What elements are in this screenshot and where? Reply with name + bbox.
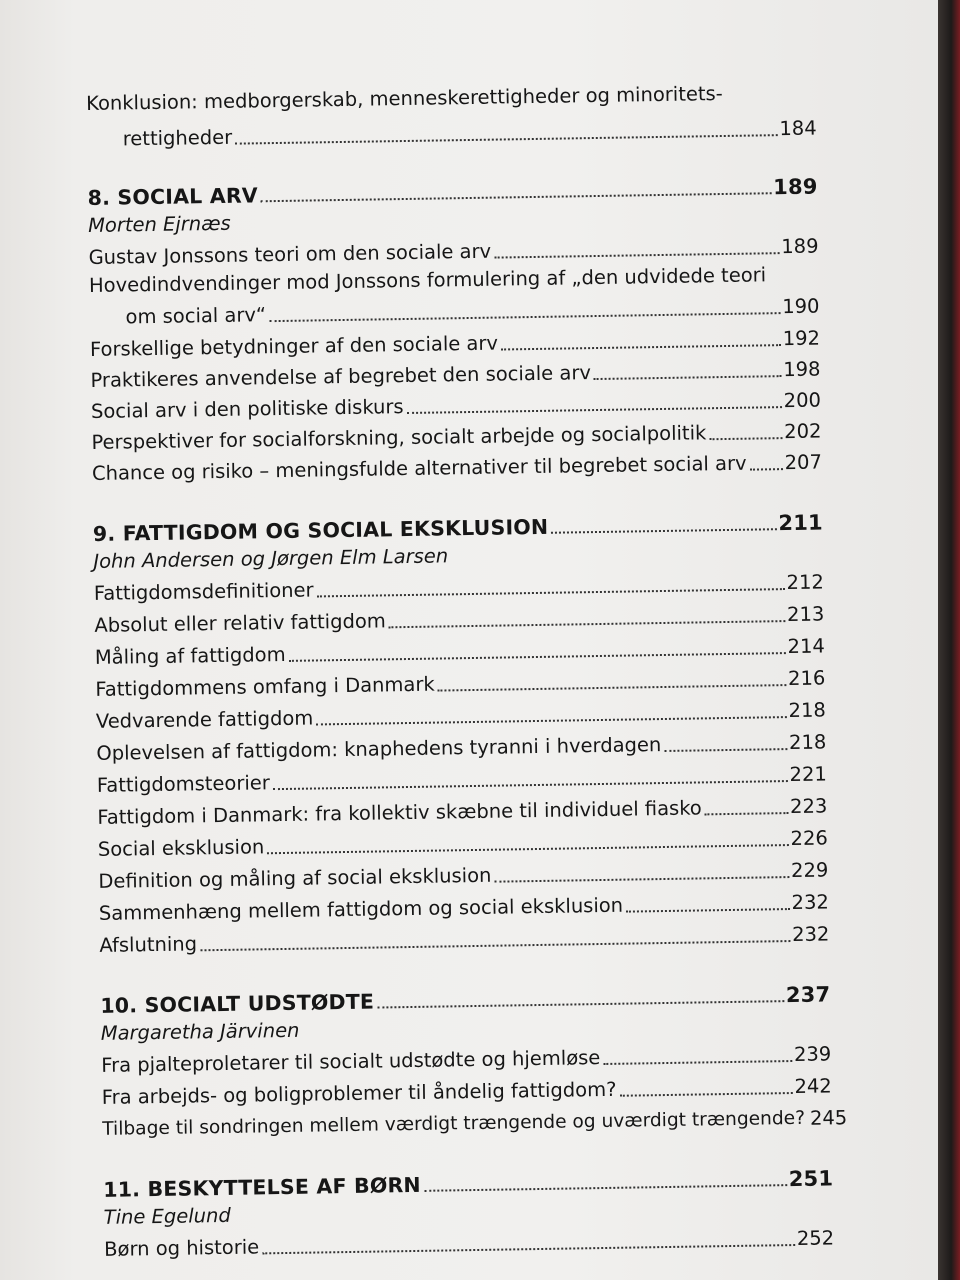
dot-leader bbox=[438, 683, 786, 691]
toc-page-number: 212 bbox=[786, 570, 824, 595]
toc-entry-title: Absolut eller relativ fattigdom bbox=[94, 609, 386, 637]
chapter-page-number: 189 bbox=[772, 174, 818, 200]
toc-page-number: 213 bbox=[786, 602, 825, 627]
dot-leader bbox=[261, 191, 771, 202]
toc-page-number: 221 bbox=[789, 762, 827, 787]
toc-entry-title: Oplevelsen af fattigdom: knaphedens tyranni i hverdagen bbox=[96, 733, 662, 765]
toc-page-number: 218 bbox=[788, 730, 827, 755]
toc-page-number: 232 bbox=[791, 922, 830, 947]
chapter-title: 11. BESKYTTELSE AF BØRN bbox=[103, 1172, 421, 1202]
toc-entry-title: Forskellige betydninger af den sociale arv bbox=[89, 331, 499, 361]
dot-leader bbox=[551, 527, 776, 534]
chapter-author: Tine Egelund bbox=[103, 1203, 231, 1229]
toc-entry-line: Hovedindvendinger mod Jonssons formulering af „den udvidede teori bbox=[88, 263, 767, 297]
toc-page-number: 242 bbox=[794, 1074, 832, 1098]
dot-leader bbox=[705, 811, 788, 815]
toc-entry-title: Social eksklusion bbox=[97, 835, 265, 861]
chapter-heading bbox=[93, 504, 823, 545]
dot-leader bbox=[424, 1183, 787, 1192]
dot-leader bbox=[603, 1059, 792, 1065]
toc-page-number: 200 bbox=[783, 388, 822, 413]
toc-page-number: 214 bbox=[787, 634, 825, 659]
toc-page-number: 239 bbox=[793, 1042, 832, 1066]
dot-leader bbox=[494, 875, 789, 883]
chapter-author: John Andersen og Jørgen Elm Larsen bbox=[93, 544, 449, 573]
toc-entry-title: Fra arbejds- og boligproblemer til åndelig fattigdom? bbox=[101, 1077, 617, 1109]
dot-leader bbox=[200, 939, 790, 951]
chapter-author: Morten Ejrnæs bbox=[87, 211, 231, 237]
dot-leader bbox=[377, 999, 784, 1008]
dot-leader bbox=[262, 1243, 795, 1254]
toc-entry-title: Chance og risiko – meningsfulde alternativer til begrebet social arv bbox=[91, 451, 747, 485]
dot-leader bbox=[289, 651, 786, 662]
toc-entry-title: Vedvarende fattigdom bbox=[95, 706, 314, 733]
dot-leader bbox=[664, 747, 787, 752]
dot-leader bbox=[626, 907, 790, 913]
toc-page-number: 190 bbox=[782, 294, 820, 319]
toc-page-number: 223 bbox=[789, 794, 828, 819]
toc-page-number: 252 bbox=[796, 1226, 835, 1250]
toc-entry-title: Afslutning bbox=[99, 932, 198, 957]
toc-entry-line: Konklusion: medborgerskab, menneskerettigheder og minoritets- bbox=[86, 82, 723, 115]
toc-entry-title: Definition og måling af social eksklusion bbox=[98, 863, 492, 893]
chapter-title: 9. FATTIGDOM OG SOCIAL EKSKLUSION bbox=[92, 514, 549, 546]
toc-page-number: 189 bbox=[781, 234, 819, 259]
toc-entry bbox=[86, 111, 816, 152]
book-edge bbox=[938, 0, 960, 1280]
toc-page-number: 202 bbox=[784, 419, 822, 444]
dot-leader bbox=[494, 251, 779, 258]
toc-page-number: 226 bbox=[790, 826, 828, 851]
table-of-contents bbox=[86, 81, 848, 1261]
toc-page-number: 216 bbox=[787, 666, 826, 691]
chapter-heading bbox=[103, 1160, 833, 1201]
toc-entry-title: Måling af fattigdom bbox=[94, 642, 286, 669]
dot-leader bbox=[316, 715, 786, 725]
toc-entry-title: om social arv“ bbox=[125, 303, 267, 329]
toc-page-number: 232 bbox=[791, 890, 829, 915]
toc-page-number: 229 bbox=[790, 858, 829, 883]
dot-leader bbox=[407, 405, 782, 414]
toc-page-number: 207 bbox=[784, 450, 823, 475]
dot-leader bbox=[620, 1091, 793, 1097]
chapter-title: 8. SOCIAL ARV bbox=[87, 183, 259, 210]
toc-entry-title: Fattigdommens omfang i Danmark bbox=[95, 672, 435, 701]
chapter-page-number: 251 bbox=[788, 1166, 834, 1192]
dot-leader bbox=[389, 619, 785, 628]
chapter-title: 10. SOCIALT UDSTØDTE bbox=[100, 989, 375, 1018]
toc-entry-title: Praktikeres anvendelse af begrebet den sociale arv bbox=[90, 361, 592, 392]
dot-leader bbox=[750, 467, 783, 471]
toc-entry-title: Fattigdomsteorier bbox=[96, 771, 271, 797]
toc-entry-title: Børn og historie bbox=[104, 1235, 260, 1261]
toc-entry-title: Perspektiver for socialforskning, socialt arbejde og socialpolitik bbox=[91, 421, 707, 454]
toc-page-number: 218 bbox=[788, 698, 826, 723]
dot-leader bbox=[269, 311, 780, 322]
toc-entry-title: Fra pjalteproletarer til socialt udstødte og hjemløse bbox=[101, 1046, 601, 1077]
toc-page-number: 184 bbox=[779, 116, 817, 141]
toc-entry-title: Social arv i den politiske diskurs bbox=[90, 395, 404, 423]
toc-page-number: 192 bbox=[782, 326, 821, 351]
toc-entry-title: Fattigdomsdefinitioner bbox=[93, 578, 314, 605]
toc-entry-title: Fattigdom i Danmark: fra kollektiv skæbne til individuel fiasko bbox=[97, 796, 702, 829]
toc-entry-title: rettigheder bbox=[122, 125, 233, 151]
dot-leader bbox=[235, 133, 777, 145]
dot-leader bbox=[709, 436, 782, 440]
dot-leader bbox=[501, 343, 781, 350]
toc-entry-title: Gustav Jonssons teori om den sociale arv bbox=[88, 239, 492, 269]
toc-page-number: 245 bbox=[809, 1106, 848, 1130]
toc-entry-title: Tilbage til sondringen mellem værdigt trængende og uværdigt trængende? bbox=[102, 1107, 806, 1140]
chapter-heading bbox=[100, 976, 830, 1017]
dot-leader bbox=[273, 779, 788, 790]
dot-leader bbox=[267, 843, 788, 854]
dot-leader bbox=[317, 587, 785, 597]
toc-entry-title: Sammenhæng mellem fattigdom og social eksklusion bbox=[98, 893, 624, 925]
dot-leader bbox=[594, 374, 781, 380]
chapter-author: Margaretha Järvinen bbox=[100, 1018, 300, 1045]
chapter-heading bbox=[87, 169, 817, 210]
chapter-page-number: 237 bbox=[785, 982, 831, 1008]
toc-page-number: 198 bbox=[783, 357, 821, 382]
chapter-page-number: 211 bbox=[778, 510, 824, 536]
